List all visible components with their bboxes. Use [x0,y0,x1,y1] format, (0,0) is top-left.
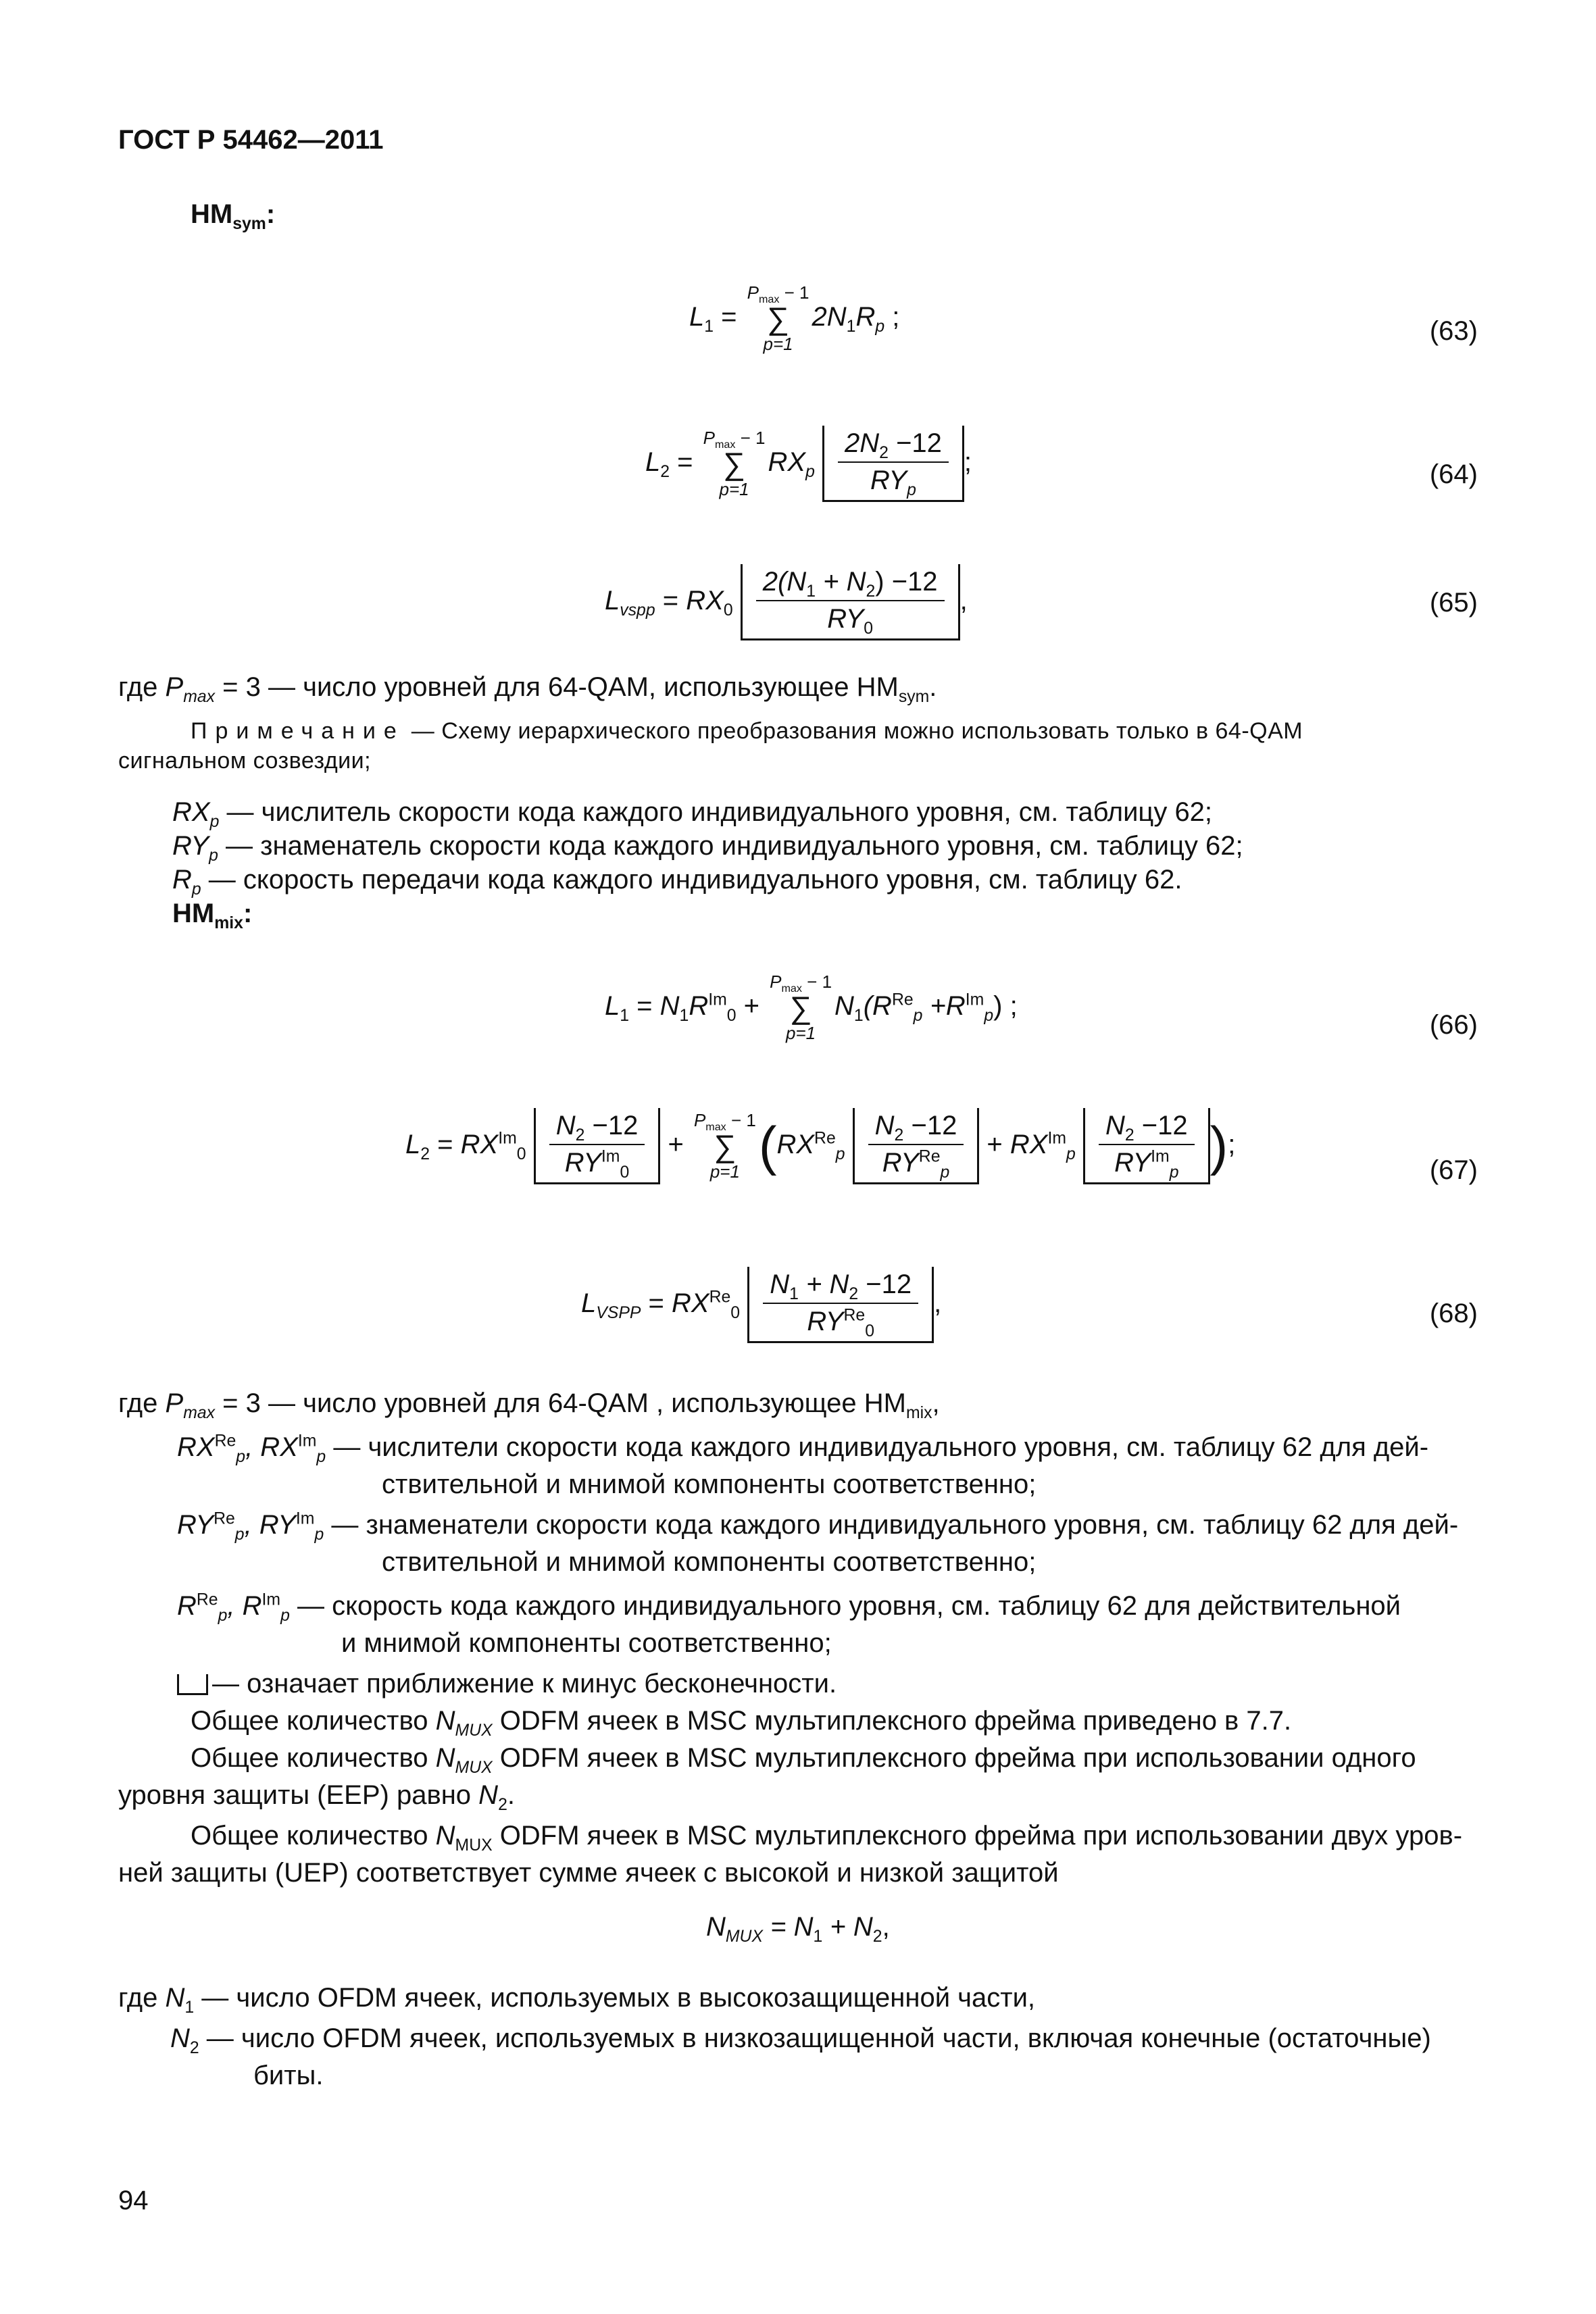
sum-upper: P [693,1110,706,1131]
frac-den-sub: p [1169,1163,1179,1182]
equation-66: $L_1 = N_1R^{Im}_0$ + $P_{max} - 1$ ∑ p=1 $N_1(R^{Re}_p +R^{Im}_p)$ ; [605,972,1018,1043]
def-r-re-im [177,1588,1401,1625]
equation-68: $L_{VSPP} = RX^{Re}_0$ $\frac{N_1 + N_2 -12}{RY^{Re}_0}$ , [581,1267,941,1343]
def-sub: p [191,880,201,899]
eq-sub: VSPP [596,1304,641,1323]
def-sub: 1 [184,1998,195,2017]
def-symbol: RY [172,831,209,861]
eq-sub: 1 [620,1007,630,1026]
frac-num-tail: ) −12 [875,567,938,597]
equation-number-66: (66) [1429,1010,1478,1040]
def-sup: Re [214,1432,236,1451]
def-symbol: RY [177,1510,214,1540]
def-sub: p [234,1526,245,1544]
eq-sub: 1 [813,1928,823,1946]
frac-den: RY [882,1148,919,1178]
def-sup: Re [196,1590,218,1609]
eq-sup: Im [1047,1129,1067,1148]
eq-rx-sub: 0 [723,601,733,620]
sum-upper-sub: max [714,438,736,451]
eq-sub: MUX [725,1928,763,1946]
where-end: . [929,672,937,702]
def-text: — число OFDM ячеек, используемых в высокозащищенной части, [194,1983,1036,2013]
frac-den: RY [827,604,864,634]
def-sup: Im [297,1432,317,1451]
frac-den: RY [807,1307,844,1336]
p-symbol: N [435,1706,455,1736]
eq-body2: R [855,302,876,332]
eq-sub: 1 [704,318,714,336]
def-text: — скорость кода каждого индивидуального уровня, см. таблицу 62 для действительной [289,1591,1401,1621]
frac-num-sub: 2 [575,1126,585,1145]
frac-num: N [770,1269,790,1299]
p-text: Общее количество [191,1706,436,1736]
equation-number-65: (65) [1429,588,1478,618]
eq-rx: RX [1009,1130,1048,1160]
eq-symbol: L [645,447,661,478]
frac-num-sub: 2 [894,1126,904,1145]
def-sub: p [316,1448,326,1466]
sum-lower: p=1 [786,1022,816,1043]
note-line-2: сигнальном созвездии; [118,748,372,774]
eq-n-sub: 1 [853,1007,864,1026]
def-text: — знаменатель скорости кода каждого индивидуального уровня, см. таблицу 62; [218,831,1243,861]
frac-den-sup: Im [601,1147,620,1166]
floor-text: — означает приближение к минус бесконечности. [212,1669,837,1699]
sum-upper-sub: max [758,293,780,306]
eq-sub: p [835,1145,845,1164]
sum-upper-tail: − 1 [735,428,766,449]
equation-number-64: (64) [1429,459,1478,489]
p-text: ODFM ячеек в MSC мультиплексного фрейма при использовании двух уров- [492,1821,1463,1851]
eq-sup: Im [965,990,984,1009]
colon: : [243,899,253,928]
frac-den-sup: Re [918,1147,941,1166]
eq-sub: 0 [730,1304,741,1323]
paragraph-2-line-2 [118,1777,515,1814]
def-rx-re-im [177,1429,1428,1466]
floor-left-icon [177,1674,193,1695]
def-text: — скорость передачи кода каждого индивидуального уровня, см. таблицу 62. [201,865,1182,895]
pmax-symbol: P [165,1388,184,1418]
hm-sub: mix [214,914,243,932]
eq-symbol: L [605,586,620,616]
pmax-symbol: P [165,672,184,702]
eq-tail: ) ; [993,991,1018,1022]
sum-upper-sub: max [781,982,802,995]
def-ry-cont: ствительной и мнимой компоненты соответственно; [382,1547,1037,1577]
eq-symbol: L [689,302,705,332]
where-word: где [118,1388,166,1418]
p-sub: MUX [455,1721,493,1740]
frac-num-tail: −12 [858,1269,912,1299]
hm-sub: sym [232,215,266,233]
def-symbol: , R [227,1591,262,1621]
eq-tail: , [934,1288,942,1319]
def-r [172,861,1182,899]
eq-sup: Re [891,990,914,1009]
eq-body2-sub: p [875,318,885,336]
eq-r-sub: 0 [726,1007,737,1026]
def-rx-cont: ствительной и мнимой компоненты соответственно; [382,1469,1037,1499]
pmax-sub: max [183,688,216,706]
eq-r-re: (R [863,991,892,1022]
eq-sub: 0 [516,1145,526,1164]
fraction [1099,1111,1195,1182]
def-ry [172,828,1243,865]
eq-tail: , [959,586,968,616]
sum-upper-tail: − 1 [726,1110,756,1131]
where-text: = 3 — число уровней для 64-QAM , использующее HM [215,1388,906,1418]
p-text: Общее количество [191,1821,436,1851]
open-paren: ( [758,1115,777,1176]
equation-63: $L_1$ = $P_{max} - 1$ ∑ p=1 $2N_1R_p$ ; [689,282,900,354]
def-sub: p [209,813,220,831]
def-sub: p [280,1607,290,1625]
eq-plus: + [736,991,768,1022]
p-sub: MUX [455,1836,493,1855]
eq-rx: RX [768,447,806,478]
close-paren: ) [1210,1115,1228,1176]
frac-den: RY [870,466,907,495]
floor-bracket [822,426,964,502]
pmax-sub: max [183,1404,216,1422]
def-symbol: RX [172,797,210,827]
p-text: . [507,1780,515,1810]
floor-bracket [747,1267,934,1343]
where-n1 [118,1980,1035,2017]
where-pmax-sym [118,669,937,706]
equation-65: $L_{vspp} = RX_0$ $\frac{2(N_1 + N_2) -12}{RY_0}$ , [605,564,968,640]
def-ry-re-im [177,1507,1458,1544]
def-rx [172,794,1212,831]
eq-sub: p [913,1007,923,1026]
def-symbol: R [172,865,192,895]
def-symbol: RX [177,1432,215,1462]
floor-right-icon [193,1674,208,1695]
eq-sub: 2 [660,463,670,482]
eq-tail: , [882,1912,890,1942]
def-text: — числители скорости кода каждого индивидуального уровня, см. таблицу 62 для дей- [326,1432,1429,1462]
eq-r-sup: Im [708,990,727,1009]
eq-tail: ; [884,302,900,332]
eq-rx: RX [686,586,724,616]
frac-num-sub: 2 [866,582,876,601]
eq-rx: RX [776,1130,815,1160]
equation-number-67: (67) [1429,1155,1478,1185]
eq-sup: Im [498,1129,517,1148]
frac-num: N [874,1111,895,1140]
eq-sub: p [984,1007,994,1026]
note-label: Примечание [191,718,405,744]
p-text: уровня защиты (EEP) равно [118,1780,479,1810]
def-sup: Im [261,1590,281,1609]
frac-den-sub: 0 [620,1163,630,1182]
where-word: где [118,1983,166,2013]
def-symbol: , RX [245,1432,298,1462]
equation-number-68: (68) [1429,1299,1478,1328]
floor-bracket [1083,1108,1210,1184]
paragraph-2-line-1 [191,1740,1416,1777]
summation: $P_{max} - 1$ ∑ p=1 [770,972,832,1043]
frac-num: N [555,1111,576,1140]
def-sup: Re [214,1509,235,1528]
eq-tail: ; [1228,1130,1236,1160]
eq-sub: 2 [872,1928,882,1946]
fraction [763,1269,918,1340]
def-sup: Im [295,1509,315,1528]
frac-num: 2(N [762,567,807,597]
p-symbol: N [435,1821,455,1851]
frac-num: 2N [845,428,880,458]
frac-num-sub: 1 [789,1285,799,1303]
frac-den: RY [564,1148,601,1178]
sum-upper-tail: − 1 [779,282,809,303]
frac-num-mid: + N [815,567,866,597]
frac-num-sub: 1 [806,582,816,601]
colon: : [266,199,276,229]
floor-definition [177,1665,837,1703]
equation-number-63: (63) [1429,316,1478,346]
paragraph-1 [191,1703,1291,1740]
floor-bracket [534,1108,661,1184]
where-end: , [932,1388,940,1418]
floor-bracket [853,1108,980,1184]
p-symbol: N [478,1780,499,1810]
nmux-equation [706,1912,890,1946]
eq-symbol: N [706,1912,726,1942]
eq-sub: 2 [420,1145,430,1164]
fraction [549,1111,645,1182]
document-header: ГОСТ Р 54462—2011 [118,125,384,155]
p-symbol: N [435,1743,455,1773]
summation: $P_{max} - 1$ ∑ p=1 [693,1110,756,1182]
eq-sub: vspp [620,601,655,620]
sum-lower: p=1 [709,1161,740,1182]
def-symbol: R [177,1591,197,1621]
def-r-cont: и мнимой компоненты соответственно; [341,1628,832,1658]
summation: $P_{max} - 1$ ∑ p=1 [747,282,809,354]
eq-n: N [834,991,854,1022]
frac-den-sub: p [940,1163,950,1182]
def-text: — числитель скорости кода каждого индивидуального уровня, см. таблицу 62; [219,797,1213,827]
frac-den-sub: p [907,481,916,499]
def-sub: p [209,847,218,865]
sum-upper: P [770,972,782,992]
hm-sub: mix [905,1404,932,1422]
equation-67: $L_2 = RX^{Im}_0$ $\frac{N_2 -12}{RY^{Im}_0}$ + $P_{max} - 1$ ∑ p=1 ($RX^{Re}_p$ $\frac{N_2 -12}{RY^{Re}_p}$ + $RX^{Im}_p$ $\frac{N_2 -12}{RY^{Im}_p}$ ); [405,1108,1235,1184]
frac-den-sub: 0 [865,1322,874,1340]
frac-den: RY [1114,1148,1151,1178]
frac-den-sup: Re [843,1306,866,1325]
eq-n: N [659,991,680,1022]
eq-plus: + N [822,1912,873,1942]
eq-r: R [689,991,709,1022]
hm-sub: sym [898,688,930,706]
eq-sup: Re [814,1129,836,1148]
note-line-1 [191,718,1303,745]
frac-num-sub: 2 [849,1285,859,1303]
def-sub: p [314,1526,324,1544]
page-number: 94 [118,2186,149,2215]
sum-lower: p=1 [763,333,793,354]
eq-sub: p [1066,1145,1076,1164]
frac-num-sub: 2 [879,444,889,462]
frac-num: N [1105,1111,1125,1140]
def-symbol: , RY [244,1510,296,1540]
eq-rx: RX [460,1130,499,1160]
floor-bracket [741,564,960,640]
hm-label: HM [191,199,233,229]
eq-r-im: +R [922,991,966,1022]
def-symbol: N [165,1983,185,2013]
def-sub: 2 [189,2039,199,2057]
p-text: ODFM ячеек в MSC мультиплексного фрейма при использовании одного [492,1743,1416,1773]
frac-num-tail: −12 [584,1111,639,1140]
eq-body-sub: 1 [846,318,856,336]
eq-rx-sub: p [805,463,815,482]
frac-den-sub: 0 [864,620,874,638]
frac-num-sub: 2 [1124,1126,1134,1145]
where-pmax-mix [118,1385,940,1422]
def-text: — число OFDM ячеек, используемых в низкозащищенной части, включая конечные (остаточные) [199,2023,1431,2053]
frac-den-sup: Im [1151,1147,1170,1166]
paragraph-3-line-1 [191,1817,1462,1855]
where-text: = 3 — число уровней для 64-QAM, использующее HM [215,672,899,702]
eq-body: 2N [812,302,847,332]
def-text: — знаменатели скорости кода каждого индивидуального уровня, см. таблицу 62 для дей- [324,1510,1459,1540]
summation: $P_{max} - 1$ ∑ p=1 [703,428,766,499]
frac-num-mid: + N [798,1269,849,1299]
frac-num-tail: −12 [1134,1111,1188,1140]
hm-label: HM [172,899,215,928]
where-n2 [170,2020,1431,2057]
sum-upper: P [703,428,715,449]
note-text: — Схему иерархического преобразования можно использовать только в 64-QAM [404,718,1303,744]
where-n2-cont: биты. [253,2061,324,2090]
eq-tail: ; [964,447,972,478]
def-sub: p [236,1448,246,1466]
sum-upper-tail: − 1 [801,972,832,992]
eq-sup: Re [709,1288,731,1307]
def-symbol: N [170,2023,190,2053]
p-text: Общее количество [191,1743,436,1773]
equation-64: $L_2$ = $P_{max} - 1$ ∑ p=1 $RX_p$ $\frac{2N_2 -12}{RY_p}$ ; [645,426,972,502]
eq-symbol: L [405,1130,421,1160]
sum-lower: p=1 [719,478,749,499]
eq-n-sub: 1 [679,1007,689,1026]
eq-mid: = N [763,1912,814,1942]
sum-upper-sub: max [705,1121,726,1134]
paragraph-3-line-2: ней защиты (UEP) соответствует сумме ячеек с высокой и низкой защитой [118,1858,1059,1888]
eq-rx: RX [672,1288,709,1319]
sum-upper: P [747,282,759,303]
frac-num-tail: −12 [903,1111,957,1140]
p-sub: 2 [498,1796,507,1814]
p-text: ODFM ячеек в MSC мультиплексного фрейма приведено в 7.7. [492,1706,1292,1736]
def-sub: p [218,1607,228,1625]
fraction [838,428,949,499]
frac-num-tail: −12 [888,428,942,458]
where-word: где [118,672,166,702]
eq-symbol: L [605,991,620,1022]
p-sub: MUX [455,1759,493,1777]
eq-symbol: L [581,1288,597,1319]
fraction [868,1111,964,1182]
hm-sym-heading [191,199,276,233]
hm-mix-heading [172,899,253,932]
